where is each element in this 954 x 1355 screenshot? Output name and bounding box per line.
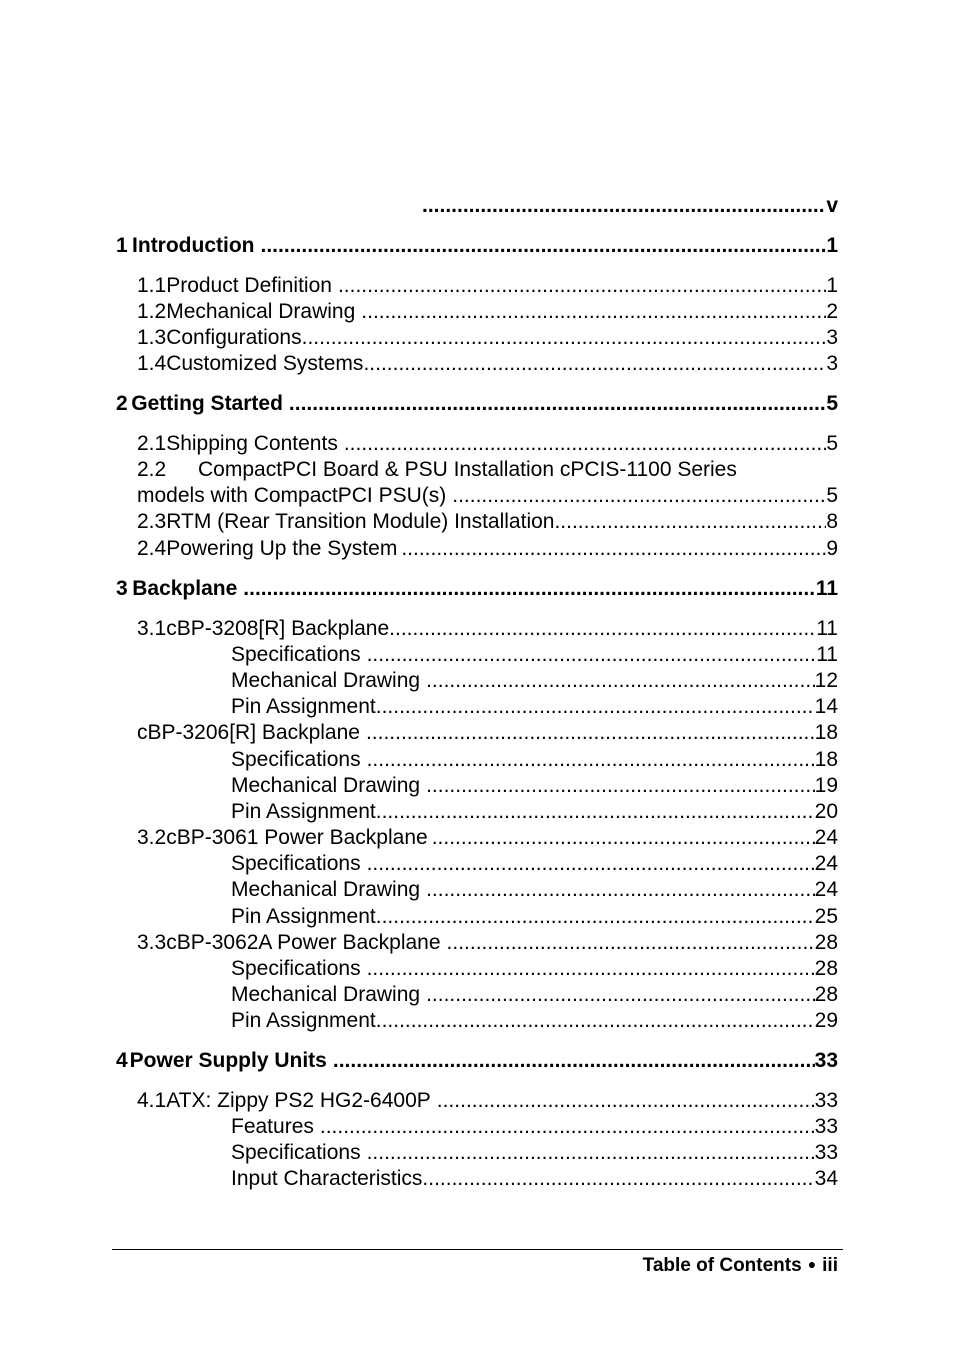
bullet-icon: ●	[807, 1256, 817, 1272]
toc-subsection-title: Specifications	[231, 643, 361, 666]
dot-leader	[389, 616, 816, 642]
toc-section-title: ATX: Zippy PS2 HG2-6400P	[166, 1089, 431, 1112]
toc-section-title: Customized Systems	[166, 352, 364, 375]
dot-leader	[376, 799, 815, 825]
toc-page-number: 33	[814, 1089, 838, 1112]
toc-subsection-title: Mechanical Drawing	[231, 669, 421, 692]
dot-leader	[243, 576, 816, 602]
dot-leader	[367, 747, 815, 773]
dot-leader	[426, 773, 815, 799]
toc-subsection-title: Specifications	[231, 748, 361, 771]
toc-section-entry[interactable]	[137, 273, 838, 299]
toc-section-title: cBP-3062A Power Backplane	[166, 931, 441, 954]
dot-leader	[289, 391, 826, 417]
toc-chapter-title: Backplane	[132, 577, 238, 600]
toc-section-entry[interactable]	[137, 299, 838, 325]
toc-chapter-number: 1	[116, 234, 128, 257]
toc-subsection-entry[interactable]	[231, 642, 838, 668]
dot-leader	[426, 877, 815, 903]
toc-section-entry-continuation[interactable]	[137, 483, 838, 509]
toc-section-number: 2.4	[137, 537, 167, 560]
toc-page-number: 18	[814, 748, 838, 771]
toc-subsection-title: Pin Assignment	[231, 905, 376, 928]
toc-page-number: 1	[826, 234, 838, 257]
toc-section-title: Product Definition	[166, 274, 332, 297]
toc-page-number: 8	[826, 510, 838, 533]
toc-subsection-entry[interactable]	[231, 851, 838, 877]
page-footer	[643, 1255, 838, 1277]
toc-subsection-title: Specifications	[231, 852, 361, 875]
toc-subsection-title: Mechanical Drawing	[231, 983, 421, 1006]
toc-section-number: 3.3	[137, 931, 167, 954]
toc-subsection-title: Specifications	[231, 957, 361, 980]
toc-section-entry[interactable]	[137, 509, 838, 535]
toc-subsection-title: Mechanical Drawing	[231, 878, 421, 901]
toc-subsection-title: Pin Assignment	[231, 695, 376, 718]
dot-leader	[422, 1166, 814, 1192]
dot-leader	[426, 668, 815, 694]
dot-leader	[367, 851, 815, 877]
toc-chapter-number: 2	[116, 392, 128, 415]
toc-section-number: 1.4	[137, 352, 167, 375]
toc-page-number: 3	[826, 352, 838, 375]
toc-page-number: 3	[826, 326, 838, 349]
toc-section-title: Configurations	[166, 326, 302, 349]
toc-subsection-entry[interactable]	[231, 956, 838, 982]
toc-subsection-title: Pin Assignment	[231, 1009, 376, 1032]
toc-section-number: 2.2	[137, 458, 167, 481]
toc-section-number: 2.1	[137, 432, 167, 455]
toc-page-number: 9	[826, 537, 838, 560]
toc-page-number: 5	[826, 392, 838, 415]
dot-leader	[367, 956, 815, 982]
toc-page-number: 14	[814, 695, 838, 718]
dot-leader	[437, 1088, 815, 1114]
dot-leader	[554, 509, 826, 535]
toc-preface-entry[interactable]	[422, 193, 838, 219]
toc-section-entry[interactable]	[137, 825, 838, 851]
dot-leader	[367, 642, 817, 668]
toc-page-number: 19	[814, 774, 838, 797]
toc-section-title: RTM (Rear Transition Module) Installation	[166, 510, 555, 533]
toc-page-number: 25	[814, 905, 838, 928]
toc-section-entry[interactable]	[137, 431, 838, 457]
toc-page-number: 33	[814, 1141, 838, 1164]
toc-section-entry[interactable]	[137, 720, 838, 746]
toc-page-number: 28	[814, 983, 838, 1006]
toc-section-entry[interactable]	[137, 930, 838, 956]
toc-page-number: 1	[826, 274, 838, 297]
toc-subsection-title: Pin Assignment	[231, 800, 376, 823]
dot-leader	[344, 431, 826, 457]
toc-section-title: cBP-3208[R] Backplane	[166, 617, 390, 640]
toc-page-number: 28	[814, 931, 838, 954]
toc-section-title: cBP-3061 Power Backplane	[166, 826, 428, 849]
toc-chapter-title: Power Supply Units	[129, 1049, 327, 1072]
toc-section-number: 1.2	[137, 300, 167, 323]
toc-page-number: 20	[814, 800, 838, 823]
toc-page-number: 5	[826, 432, 838, 455]
toc-chapter-title: Getting Started	[131, 392, 283, 415]
dot-leader	[302, 325, 827, 351]
toc-page-number: 11	[816, 643, 838, 666]
toc-section-number: 1.3	[137, 326, 167, 349]
dot-leader	[363, 351, 826, 377]
footer-label: Table of Contents	[642, 1255, 802, 1276]
toc-section-entry-multiline[interactable]	[137, 457, 737, 483]
toc-chapter-number: 4	[116, 1049, 128, 1072]
toc-subsection-entry[interactable]	[231, 1114, 838, 1140]
toc-section-title: cBP-3206[R] Backplane	[137, 721, 360, 744]
dot-leader	[261, 233, 827, 259]
toc-subsection-title: Features	[231, 1115, 314, 1138]
toc-subsection-entry[interactable]	[231, 799, 838, 825]
dot-leader	[447, 930, 815, 956]
toc-page-number: 33	[814, 1049, 838, 1072]
toc-section-title: Powering Up the System	[166, 537, 398, 560]
toc-page-number: 29	[814, 1009, 838, 1032]
toc-subsection-title: Specifications	[231, 1141, 361, 1164]
toc-page-number: 24	[814, 852, 838, 875]
toc-subsection-title: Mechanical Drawing	[231, 774, 421, 797]
toc-subsection-title: Input Characteristics	[231, 1167, 423, 1190]
toc-page-number: 11	[816, 617, 838, 640]
toc-section-entry[interactable]	[137, 351, 838, 377]
dot-leader	[376, 694, 815, 720]
toc-subsection-entry[interactable]	[231, 904, 838, 930]
toc-subsection-entry[interactable]	[231, 747, 838, 773]
toc-subsection-entry[interactable]	[231, 694, 838, 720]
toc-chapter-entry[interactable]	[116, 1048, 838, 1074]
dot-leader	[422, 193, 826, 219]
toc-subsection-entry[interactable]	[231, 773, 838, 799]
toc-page-number: v	[826, 194, 838, 217]
toc-section-title: CompactPCI Board & PSU Installation cPCIS-1100 Series	[198, 458, 737, 481]
footer-page-number: iii	[822, 1255, 838, 1276]
toc-page-number: 18	[814, 721, 838, 744]
toc-page-number: 12	[814, 669, 838, 692]
toc-section-entry[interactable]	[137, 536, 838, 562]
toc-page-number: 34	[814, 1167, 838, 1190]
toc-section-entry[interactable]	[137, 616, 838, 642]
dot-leader	[367, 1140, 815, 1166]
toc-chapter-entry[interactable]	[116, 576, 838, 602]
toc-section-number: 1.1	[137, 274, 167, 297]
dot-leader	[376, 904, 815, 930]
toc-section-entry[interactable]	[137, 1088, 838, 1114]
dot-leader	[452, 483, 826, 509]
toc-page-number: 33	[814, 1115, 838, 1138]
toc-subsection-entry[interactable]	[231, 668, 838, 694]
toc-section-title: Mechanical Drawing	[166, 300, 356, 323]
toc-page-number: 11	[815, 577, 838, 600]
dot-leader	[338, 273, 826, 299]
dot-leader	[401, 536, 826, 562]
toc-subsection-entry[interactable]	[231, 1140, 838, 1166]
toc-section-number: 3.1	[137, 617, 167, 640]
toc-page-number: 28	[814, 957, 838, 980]
toc-page-number: 2	[826, 300, 838, 323]
dot-leader	[366, 720, 815, 746]
toc-section-title: Shipping Contents	[166, 432, 338, 455]
toc-subsection-entry[interactable]	[231, 1008, 838, 1034]
toc-subsection-entry[interactable]	[231, 982, 838, 1008]
toc-section-title-continued: models with CompactPCI PSU(s)	[137, 484, 447, 507]
toc-subsection-entry[interactable]	[231, 1166, 838, 1192]
toc-page-number: 5	[826, 484, 838, 507]
toc-page-number: 24	[814, 878, 838, 901]
toc-chapter-entry[interactable]	[116, 391, 838, 417]
footer-divider	[112, 1249, 843, 1250]
dot-leader	[333, 1048, 815, 1074]
dot-leader	[320, 1114, 815, 1140]
toc-chapter-title: Introduction	[132, 234, 255, 257]
dot-leader	[361, 299, 826, 325]
dot-leader	[376, 1008, 815, 1034]
toc-section-number: 4.1	[137, 1089, 167, 1112]
toc-subsection-entry[interactable]	[231, 877, 838, 903]
toc-section-entry[interactable]	[137, 325, 838, 351]
toc-page-number: 24	[814, 826, 838, 849]
dot-leader	[426, 982, 815, 1008]
toc-chapter-entry[interactable]	[116, 233, 838, 259]
toc-section-number: 2.3	[137, 510, 167, 533]
toc-chapter-number: 3	[116, 577, 128, 600]
toc-section-number: 3.2	[137, 826, 167, 849]
dot-leader	[432, 825, 815, 851]
